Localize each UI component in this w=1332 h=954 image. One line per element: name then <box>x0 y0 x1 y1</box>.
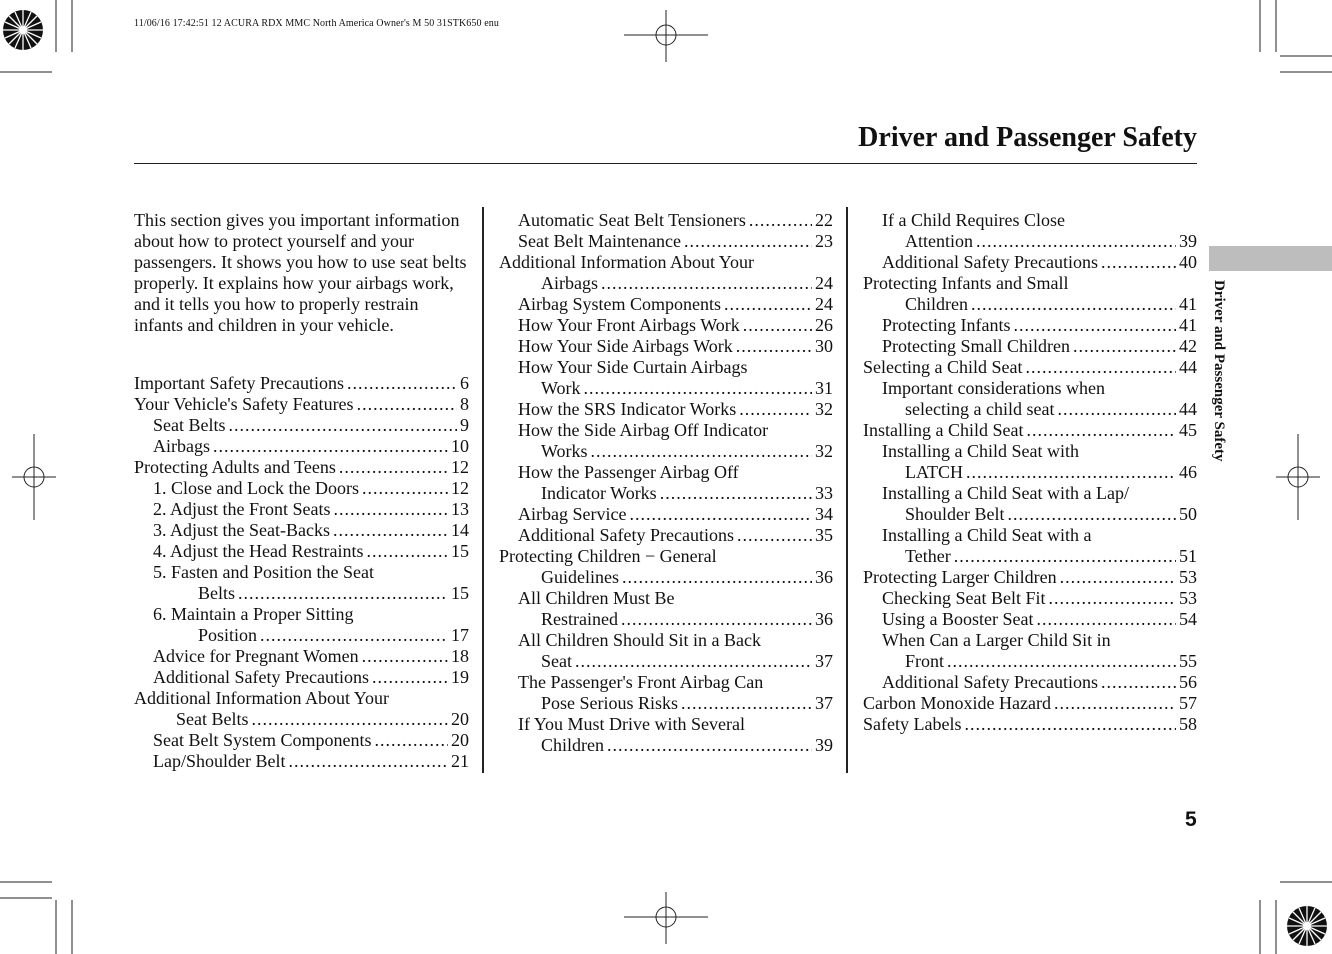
toc-entry-title: 6. Maintain a Proper Sitting <box>153 604 354 624</box>
toc-entry <box>541 441 833 462</box>
dot-leader <box>947 651 1176 672</box>
toc-entry-title: Protecting Small Children <box>882 336 1070 356</box>
toc-entry <box>863 567 1197 588</box>
dot-leader <box>213 436 448 457</box>
toc-entry <box>905 399 1197 420</box>
dot-leader <box>591 441 812 462</box>
dot-leader <box>366 541 448 562</box>
toc-entry-title: How the SRS Indicator Works <box>518 399 737 419</box>
toc-entry <box>905 231 1197 252</box>
dot-leader <box>375 730 449 751</box>
toc-entry-title: Installing a Child Seat <box>863 420 1024 440</box>
toc-entry-page: 45 <box>1179 420 1197 440</box>
toc-entry <box>518 336 833 357</box>
dot-leader <box>966 462 1176 483</box>
toc-entry <box>518 210 833 231</box>
toc-entry-title: Children <box>541 735 604 755</box>
toc-entry-title: Protecting Infants <box>882 315 1011 335</box>
dot-leader <box>1101 672 1176 693</box>
toc-entry-page: 37 <box>815 651 833 671</box>
toc-entry-page: 51 <box>1179 546 1197 566</box>
toc-entry <box>863 420 1197 441</box>
toc-entry-page: 6 <box>460 373 469 393</box>
toc-entry-title: How Your Side Curtain Airbags <box>518 357 748 377</box>
toc-entry-page: 41 <box>1179 315 1197 335</box>
toc-entry <box>518 672 833 693</box>
toc-entry-title: Protecting Children − General <box>499 546 717 566</box>
dot-leader <box>622 567 812 588</box>
toc-entry <box>541 651 833 672</box>
toc-entry <box>518 231 833 252</box>
toc-entry-title: 3. Adjust the Seat-Backs <box>153 520 330 540</box>
dot-leader <box>333 520 448 541</box>
dot-leader <box>260 625 448 646</box>
toc-entry <box>882 630 1197 651</box>
toc-entry <box>134 688 469 709</box>
print-info-header: 11/06/16 17:42:51 12 ACURA RDX MMC North America Owner's M 50 31STK650 enu <box>134 18 499 29</box>
toc-entry-title: Important considerations when <box>882 378 1105 398</box>
page-title: Driver and Passenger Safety <box>858 122 1197 153</box>
toc-entry-page: 31 <box>815 378 833 398</box>
toc-entry <box>153 415 469 436</box>
toc-column-1 <box>134 373 469 953</box>
toc-entry <box>153 499 469 520</box>
dot-leader <box>362 646 448 667</box>
toc-entry-title: Additional Safety Precautions <box>153 667 369 687</box>
toc-entry-page: 30 <box>815 336 833 356</box>
toc-entry-title: How Your Front Airbags Work <box>518 315 740 335</box>
toc-entry-page: 34 <box>815 504 833 524</box>
toc-entry-page: 12 <box>451 457 469 477</box>
dot-leader <box>1036 609 1176 630</box>
toc-entry <box>134 373 469 394</box>
toc-entry-page: 54 <box>1179 609 1197 629</box>
dot-leader <box>584 378 812 399</box>
toc-entry <box>518 588 833 609</box>
toc-entry-title: Airbag Service <box>518 504 627 524</box>
toc-entry-title: Indicator Works <box>541 483 657 503</box>
toc-entry <box>153 730 469 751</box>
toc-entry <box>541 693 833 714</box>
toc-entry-page: 41 <box>1179 294 1197 314</box>
toc-entry-page: 36 <box>815 567 833 587</box>
toc-entry-page: 10 <box>451 436 469 456</box>
toc-entry-title: Using a Booster Seat <box>882 609 1034 629</box>
toc-entry-page: 22 <box>815 210 833 230</box>
toc-entry-page: 57 <box>1179 693 1197 713</box>
dot-leader <box>1013 315 1176 336</box>
toc-entry-title: Seat Belt System Components <box>153 730 372 750</box>
toc-entry-page: 26 <box>815 315 833 335</box>
toc-entry-title: If You Must Drive with Several <box>518 714 745 734</box>
toc-entry-title: Checking Seat Belt Fit <box>882 588 1046 608</box>
toc-entry-title: Shoulder Belt <box>905 504 1005 524</box>
toc-entry <box>882 315 1197 336</box>
dot-leader <box>347 373 457 394</box>
dot-leader <box>1049 588 1177 609</box>
dot-leader <box>660 483 812 504</box>
toc-entry-page: 12 <box>451 478 469 498</box>
dot-leader <box>252 709 449 730</box>
dot-leader <box>724 294 812 315</box>
dot-leader <box>749 210 812 231</box>
dot-leader <box>288 751 448 772</box>
toc-entry <box>198 625 469 646</box>
toc-entry-page: 15 <box>451 583 469 603</box>
toc-entry-page: 37 <box>815 693 833 713</box>
toc-entry-title: Additional Safety Precautions <box>882 672 1098 692</box>
toc-entry <box>518 630 833 651</box>
toc-entry <box>153 667 469 688</box>
toc-entry-title: Guidelines <box>541 567 619 587</box>
dot-leader <box>736 336 812 357</box>
toc-entry <box>541 378 833 399</box>
toc-entry-title: 5. Fasten and Position the Seat <box>153 562 374 582</box>
toc-entry <box>541 609 833 630</box>
toc-entry-title: Tether <box>905 546 951 566</box>
column-divider <box>482 207 484 773</box>
toc-entry-title: Work <box>541 378 581 398</box>
toc-entry <box>198 583 469 604</box>
toc-entry-title: Belts <box>198 583 236 603</box>
toc-entry-title: Protecting Larger Children <box>863 567 1057 587</box>
toc-entry-title: selecting a child seat <box>905 399 1055 419</box>
toc-entry-title: Additional Safety Precautions <box>518 525 734 545</box>
toc-entry-title: If a Child Requires Close <box>882 210 1065 230</box>
toc-entry <box>499 252 833 273</box>
toc-entry <box>882 525 1197 546</box>
toc-entry <box>153 751 469 772</box>
toc-entry-title: Seat Belts <box>153 415 226 435</box>
toc-entry-page: 20 <box>451 709 469 729</box>
toc-entry-title: LATCH <box>905 462 963 482</box>
toc-entry <box>499 546 833 567</box>
toc-entry-title: How the Side Airbag Off Indicator <box>518 420 769 440</box>
dot-leader <box>737 525 812 546</box>
toc-entry-title: 1. Close and Lock the Doors <box>153 478 359 498</box>
dot-leader <box>601 273 812 294</box>
toc-column-2 <box>499 210 833 790</box>
toc-entry-title: Your Vehicle's Safety Features <box>134 394 354 414</box>
toc-entry-title: Front <box>905 651 945 671</box>
toc-entry-title: How Your Side Airbags Work <box>518 336 733 356</box>
toc-entry-page: 15 <box>451 541 469 561</box>
toc-entry-page: 32 <box>815 399 833 419</box>
toc-entry-page: 9 <box>460 415 469 435</box>
toc-entry <box>518 525 833 546</box>
toc-entry <box>905 462 1197 483</box>
toc-entry <box>153 604 469 625</box>
toc-entry-page: 8 <box>460 394 469 414</box>
toc-column-3 <box>863 210 1197 790</box>
toc-entry-page: 13 <box>451 499 469 519</box>
toc-entry <box>882 336 1197 357</box>
toc-entry-title: Restrained <box>541 609 618 629</box>
toc-entry-page: 33 <box>815 483 833 503</box>
toc-entry-title: Seat Belt Maintenance <box>518 231 681 251</box>
toc-entry-title: Important Safety Precautions <box>134 373 344 393</box>
toc-entry-page: 20 <box>451 730 469 750</box>
toc-entry-page: 44 <box>1179 357 1197 377</box>
toc-entry-title: Seat <box>541 651 572 671</box>
toc-entry-page: 17 <box>451 625 469 645</box>
toc-entry <box>882 441 1197 462</box>
toc-entry-title: Installing a Child Seat with a Lap/ <box>882 483 1129 503</box>
dot-leader <box>339 457 448 478</box>
toc-entry-title: Installing a Child Seat with <box>882 441 1079 461</box>
dot-leader <box>1054 693 1176 714</box>
toc-entry <box>541 273 833 294</box>
toc-entry-title: Lap/Shoulder Belt <box>153 751 286 771</box>
toc-entry <box>153 541 469 562</box>
dot-leader <box>575 651 812 672</box>
toc-entry-title: All Children Should Sit in a Back <box>518 630 761 650</box>
toc-entry <box>518 462 833 483</box>
toc-entry-page: 14 <box>451 520 469 540</box>
dot-leader <box>739 399 812 420</box>
toc-entry <box>134 394 469 415</box>
toc-entry-title: Airbags <box>541 273 598 293</box>
dot-leader <box>621 609 812 630</box>
toc-entry-title: Airbags <box>153 436 210 456</box>
toc-entry <box>541 483 833 504</box>
dot-leader <box>357 394 457 415</box>
toc-entry-title: Seat Belts <box>176 709 249 729</box>
toc-entry-page: 58 <box>1179 714 1197 734</box>
dot-leader <box>334 499 448 520</box>
toc-entry-title: When Can a Larger Child Sit in <box>882 630 1111 650</box>
toc-entry-title: Protecting Adults and Teens <box>134 457 336 477</box>
toc-entry-page: 42 <box>1179 336 1197 356</box>
toc-entry-page: 32 <box>815 441 833 461</box>
toc-entry-title: Automatic Seat Belt Tensioners <box>518 210 746 230</box>
dot-leader <box>1073 336 1176 357</box>
toc-entry-title: Installing a Child Seat with a <box>882 525 1092 545</box>
dot-leader <box>1101 252 1176 273</box>
toc-entry <box>882 378 1197 399</box>
toc-entry-title: 2. Adjust the Front Seats <box>153 499 331 519</box>
side-tab-label: Driver and Passenger Safety <box>1211 280 1227 462</box>
toc-entry <box>882 672 1197 693</box>
toc-entry-page: 23 <box>815 231 833 251</box>
dot-leader <box>1025 357 1176 378</box>
toc-entry <box>863 693 1197 714</box>
toc-entry <box>153 520 469 541</box>
toc-entry-title: Advice for Pregnant Women <box>153 646 359 666</box>
toc-entry <box>863 273 1197 294</box>
toc-entry <box>518 315 833 336</box>
toc-entry-title: Additional Safety Precautions <box>882 252 1098 272</box>
toc-entry <box>882 588 1197 609</box>
toc-entry-title: Works <box>541 441 588 461</box>
toc-entry-title: 4. Adjust the Head Restraints <box>153 541 364 561</box>
dot-leader <box>362 478 448 499</box>
dot-leader <box>229 415 458 436</box>
toc-entry <box>518 399 833 420</box>
toc-entry-title: Carbon Monoxide Hazard <box>863 693 1051 713</box>
toc-entry <box>518 504 833 525</box>
toc-entry <box>518 294 833 315</box>
toc-entry <box>541 567 833 588</box>
dot-leader <box>238 583 448 604</box>
toc-entry-page: 36 <box>815 609 833 629</box>
toc-entry-title: Position <box>198 625 258 645</box>
toc-entry-title: Airbag System Components <box>518 294 721 314</box>
title-rule <box>134 163 1197 164</box>
toc-entry-page: 19 <box>451 667 469 687</box>
page-number: 5 <box>1185 808 1197 831</box>
dot-leader <box>1026 420 1176 441</box>
toc-entry-page: 55 <box>1179 651 1197 671</box>
toc-entry-page: 18 <box>451 646 469 666</box>
toc-entry-title: Selecting a Child Seat <box>863 357 1023 377</box>
dot-leader <box>964 714 1176 735</box>
toc-entry-title: Safety Labels <box>863 714 962 734</box>
toc-entry <box>541 735 833 756</box>
toc-entry-title: Additional Information About Your <box>134 688 389 708</box>
toc-entry <box>153 436 469 457</box>
toc-entry-page: 50 <box>1179 504 1197 524</box>
dot-leader <box>629 504 812 525</box>
toc-entry <box>863 357 1197 378</box>
dot-leader <box>681 693 812 714</box>
toc-entry <box>905 294 1197 315</box>
toc-entry-page: 39 <box>815 735 833 755</box>
toc-entry <box>134 457 469 478</box>
toc-entry <box>905 546 1197 567</box>
toc-entry <box>882 609 1197 630</box>
toc-entry <box>153 478 469 499</box>
toc-entry-page: 39 <box>1179 231 1197 251</box>
dot-leader <box>954 546 1176 567</box>
toc-entry-page: 21 <box>451 751 469 771</box>
toc-entry <box>905 651 1197 672</box>
toc-entry <box>863 714 1197 735</box>
toc-entry <box>518 357 833 378</box>
toc-entry-page: 44 <box>1179 399 1197 419</box>
toc-entry-page: 35 <box>815 525 833 545</box>
column-divider <box>846 207 848 773</box>
dot-leader <box>684 231 812 252</box>
toc-entry-page: 24 <box>815 294 833 314</box>
toc-entry-page: 56 <box>1179 672 1197 692</box>
toc-entry-title: How the Passenger Airbag Off <box>518 462 739 482</box>
toc-entry-page: 46 <box>1179 462 1197 482</box>
toc-entry <box>882 210 1197 231</box>
section-side-tab <box>1209 246 1332 271</box>
toc-entry <box>905 504 1197 525</box>
toc-entry-title: Additional Information About Your <box>499 252 754 272</box>
toc-entry <box>518 420 833 441</box>
dot-leader <box>976 231 1176 252</box>
toc-entry-title: All Children Must Be <box>518 588 675 608</box>
dot-leader <box>607 735 812 756</box>
toc-entry <box>882 483 1197 504</box>
dot-leader <box>1057 399 1176 420</box>
toc-entry <box>882 252 1197 273</box>
toc-entry-title: The Passenger's Front Airbag Can <box>518 672 764 692</box>
dot-leader <box>372 667 448 688</box>
toc-entry <box>153 562 469 583</box>
toc-entry-page: 40 <box>1179 252 1197 272</box>
dot-leader <box>971 294 1176 315</box>
toc-entry-page: 53 <box>1179 588 1197 608</box>
toc-entry-title: Attention <box>905 231 973 251</box>
toc-entry <box>176 709 469 730</box>
dot-leader <box>1060 567 1176 588</box>
intro-paragraph: This section gives you important information about how to protect yourself and your passengers. It shows you how to use seat belts properly. It explains how your airbags work, and it tells you how to properly restrain infants and children in your vehicle. <box>134 210 467 335</box>
toc-entry-title: Pose Serious Risks <box>541 693 679 713</box>
toc-entry <box>518 714 833 735</box>
dot-leader <box>1008 504 1177 525</box>
toc-entry-title: Protecting Infants and Small <box>863 273 1069 293</box>
dot-leader <box>743 315 812 336</box>
toc-entry <box>153 646 469 667</box>
toc-entry-title: Children <box>905 294 968 314</box>
toc-entry-page: 24 <box>815 273 833 293</box>
toc-entry-page: 53 <box>1179 567 1197 587</box>
